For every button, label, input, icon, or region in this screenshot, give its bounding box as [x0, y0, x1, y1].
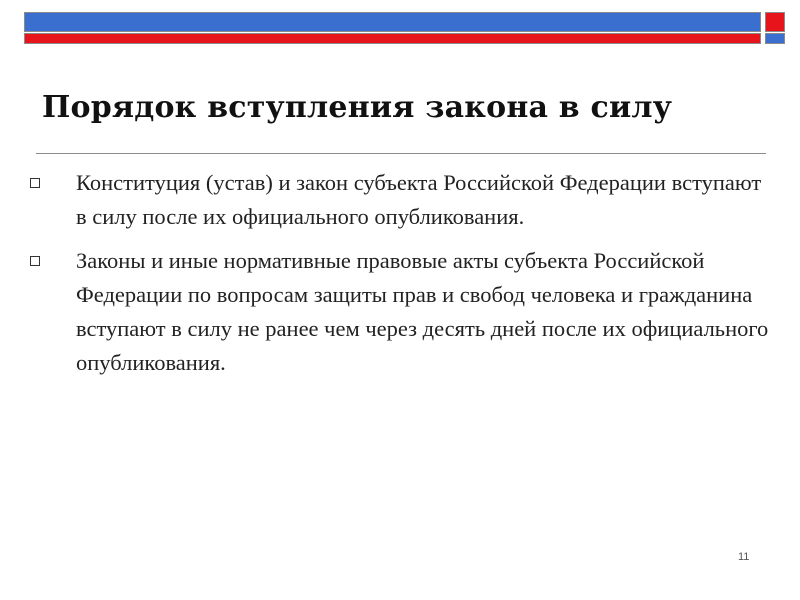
header-blue-square	[765, 33, 785, 44]
title-divider	[36, 153, 766, 154]
header-red-square	[765, 12, 785, 32]
hollow-square-bullet-icon	[30, 178, 40, 188]
page-number: 11	[738, 551, 750, 563]
bullet-list	[30, 166, 770, 390]
bullet-item	[30, 166, 770, 234]
slide-title: Порядок вступления закона в силу	[42, 90, 673, 125]
header-red-bar	[24, 33, 761, 44]
hollow-square-bullet-icon	[30, 256, 40, 266]
bullet-item	[30, 244, 770, 380]
header-blue-bar	[24, 12, 761, 32]
bullet-text: Конституция (устав) и закон субъекта Российской Федерации вступают в силу после их официального опубликования.	[76, 170, 762, 229]
bullet-text: Законы и иные нормативные правовые акты субъекта Российской Федерации по вопросам защиты прав и свобод человека и гражданина вступают в силу не ранее чем через десять дней после их официального опубликования.	[76, 248, 769, 375]
